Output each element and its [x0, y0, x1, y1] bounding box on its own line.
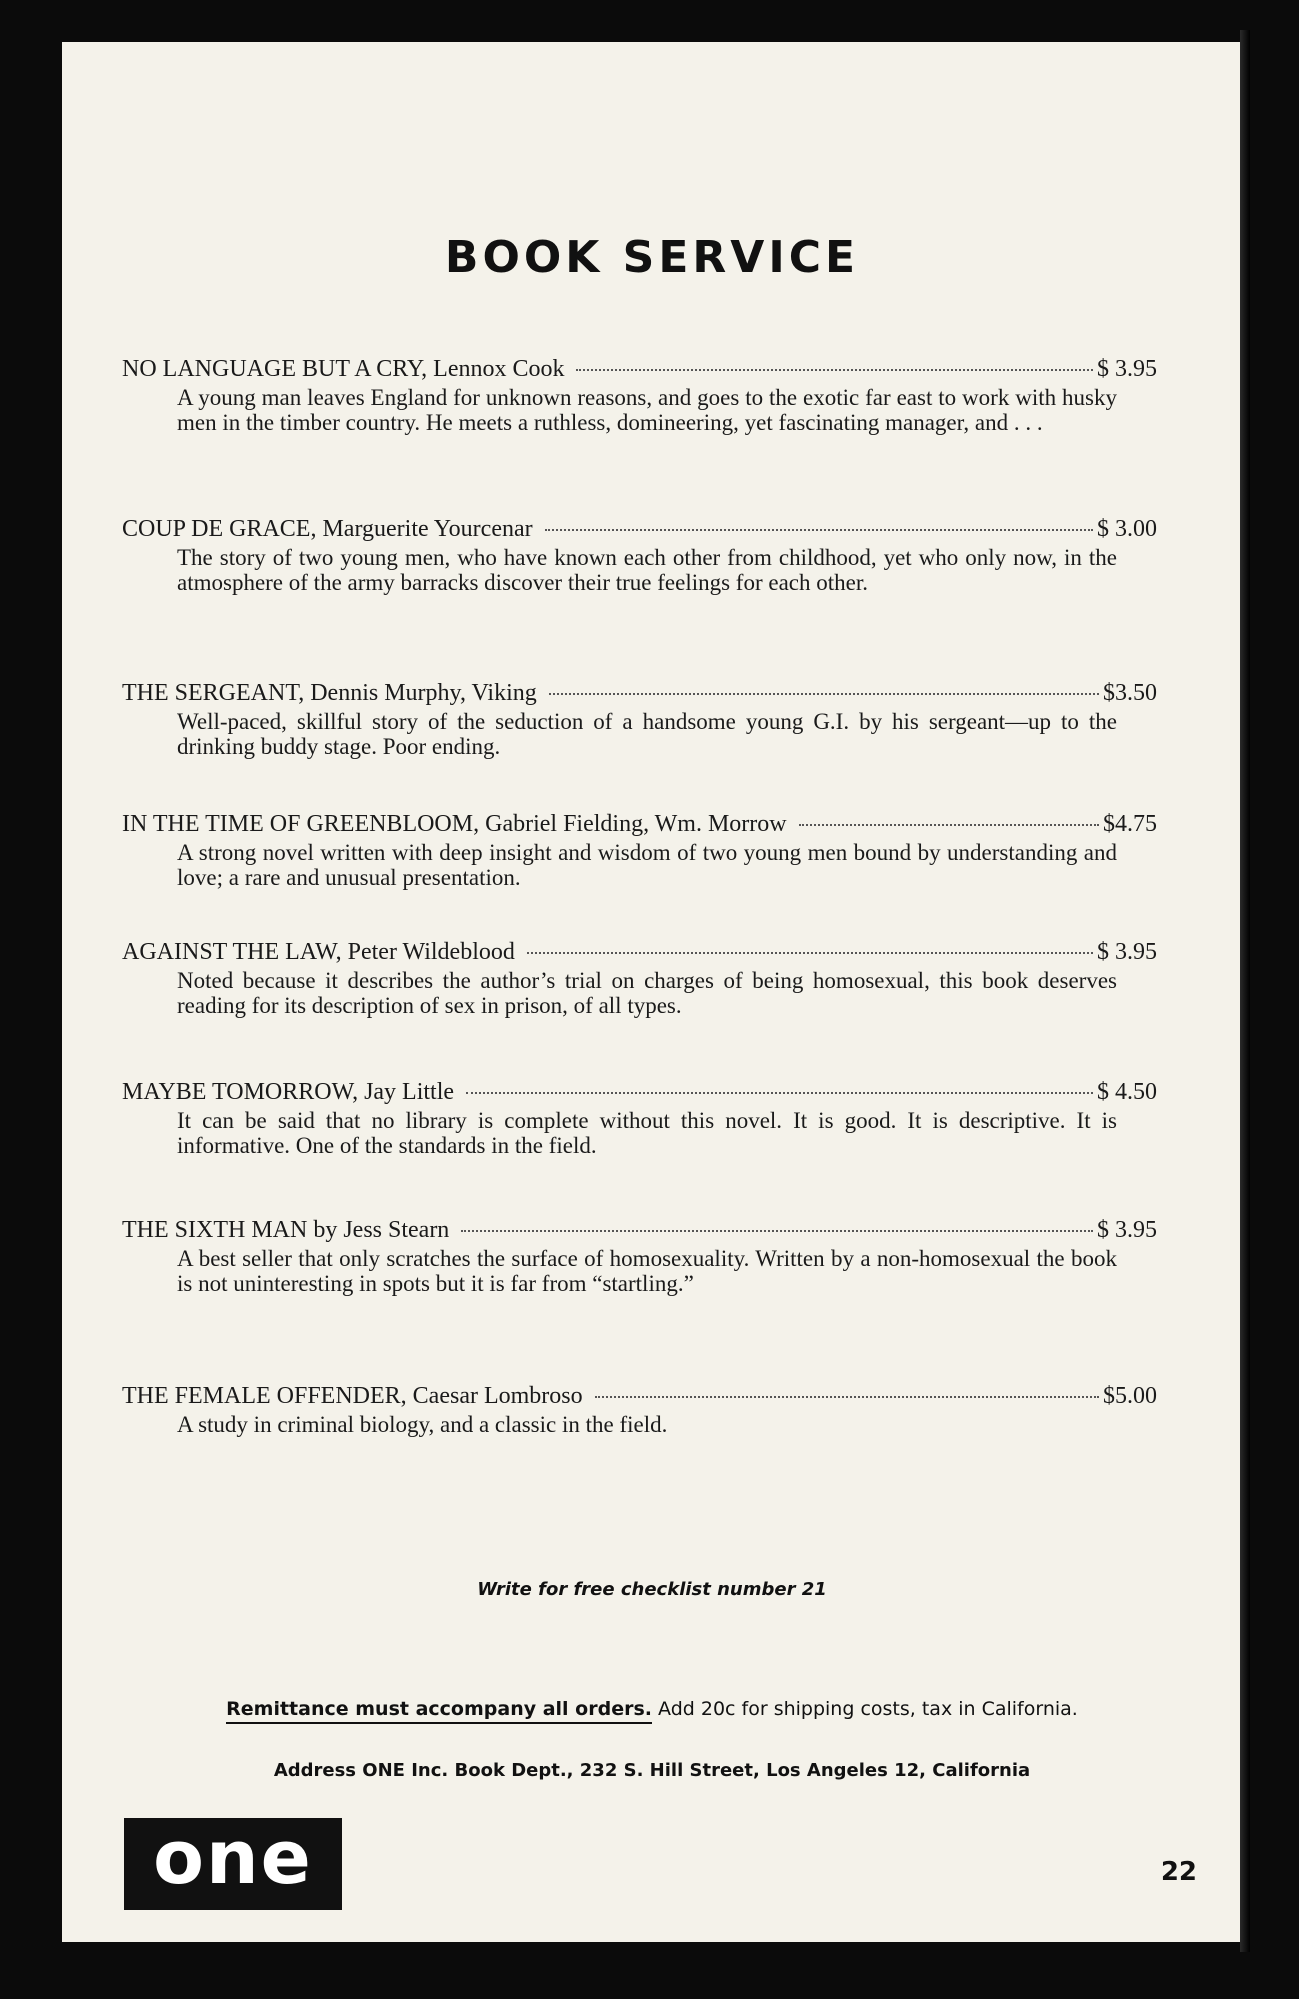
- book-entry-header: [122, 1078, 1157, 1106]
- dot-leader: [799, 824, 1099, 826]
- book-entry-header: [122, 515, 1157, 543]
- dot-leader: [461, 1230, 1093, 1232]
- book-price: $ 3.00: [1097, 516, 1157, 542]
- page-number: 22: [1160, 1857, 1197, 1887]
- book-description: A strong novel written with deep insight and wisdom of two young men bound by understanding and love; a rare and unusual presentation.: [177, 840, 1117, 890]
- book-entry-header: [122, 679, 1157, 707]
- book-entry: [122, 810, 1157, 890]
- book-entry-header: [122, 1382, 1157, 1410]
- book-price: $ 4.50: [1097, 1079, 1157, 1105]
- dot-leader: [576, 369, 1093, 371]
- book-description: A best seller that only scratches the surface of homosexuality. Written by a non-homosexual the book is not uninteresting in spots but it is far from “startling.”: [177, 1246, 1117, 1296]
- dot-leader: [527, 952, 1093, 954]
- book-entry: [122, 1078, 1157, 1158]
- book-description: It can be said that no library is complete without this novel. It is good. It is descriptive. It is informative. One of the standards in the field.: [177, 1108, 1117, 1158]
- book-title-author: THE SERGEANT, Dennis Murphy, Viking: [122, 680, 537, 706]
- book-entry: [122, 1382, 1157, 1437]
- book-title-author: MAYBE TOMORROW, Jay Little: [122, 1079, 455, 1105]
- book-entry: [122, 355, 1157, 435]
- page-edge-shadow: [1240, 30, 1250, 1952]
- book-price: $ 3.95: [1097, 1217, 1157, 1243]
- book-description: Noted because it describes the author’s trial on charges of being homosexual, this book deserves reading for its description of sex in prison, of all types.: [177, 968, 1117, 1018]
- book-entry: [122, 515, 1157, 595]
- remittance-rest: Add 20c for shipping costs, tax in California.: [652, 1698, 1078, 1720]
- book-title-author: COUP DE GRACE, Marguerite Yourcenar: [122, 516, 533, 542]
- book-title-author: THE SIXTH MAN by Jess Stearn: [122, 1217, 450, 1243]
- dot-leader: [549, 693, 1099, 695]
- book-title-author: NO LANGUAGE BUT A CRY, Lennox Cook: [122, 356, 565, 382]
- book-description: A study in criminal biology, and a classic in the field.: [177, 1412, 668, 1437]
- book-entry: [122, 679, 1157, 759]
- book-title-author: IN THE TIME OF GREENBLOOM, Gabriel Fielding, Wm. Morrow: [122, 811, 787, 837]
- checklist-note: Write for free checklist number 21: [477, 1579, 827, 1600]
- mailing-address: Address ONE Inc. Book Dept., 232 S. Hill Street, Los Angeles 12, California: [273, 1760, 1031, 1781]
- book-title-author: THE FEMALE OFFENDER, Caesar Lombroso: [122, 1383, 583, 1409]
- book-entry-header: [122, 1216, 1157, 1244]
- book-description: Well-paced, skillful story of the seduction of a handsome young G.I. by his sergeant—up to the drinking buddy stage. Poor ending.: [177, 709, 1117, 759]
- logo-text: one: [153, 1815, 313, 1901]
- book-price: $3.50: [1103, 680, 1157, 706]
- book-price: $4.75: [1103, 811, 1157, 837]
- book-entry-header: [122, 938, 1157, 966]
- book-price: $5.00: [1103, 1383, 1157, 1409]
- book-title-author: AGAINST THE LAW, Peter Wildeblood: [122, 939, 515, 965]
- remittance-note: [62, 1698, 1242, 1720]
- one-logo: [124, 1815, 342, 1910]
- book-description: The story of two young men, who have known each other from childhood, yet who only now, in the atmosphere of the army barracks discover their true feelings for each other.: [177, 545, 1117, 595]
- page-heading: BOOK SERVICE: [444, 232, 860, 283]
- book-price: $ 3.95: [1097, 356, 1157, 382]
- book-entry-header: [122, 355, 1157, 383]
- book-price: $ 3.95: [1097, 939, 1157, 965]
- book-entry-header: [122, 810, 1157, 838]
- book-entry: [122, 938, 1157, 1018]
- dot-leader: [545, 529, 1093, 531]
- remittance-strong: Remittance must accompany all orders.: [226, 1698, 652, 1724]
- book-entry: [122, 1216, 1157, 1296]
- dot-leader: [466, 1092, 1093, 1094]
- book-description: A young man leaves England for unknown reasons, and goes to the exotic far east to work with husky men in the timber country. He meets a ruthless, domineering, yet fascinating manager, and . . .: [177, 385, 1117, 435]
- dot-leader: [595, 1396, 1099, 1398]
- magazine-page: [62, 42, 1242, 1942]
